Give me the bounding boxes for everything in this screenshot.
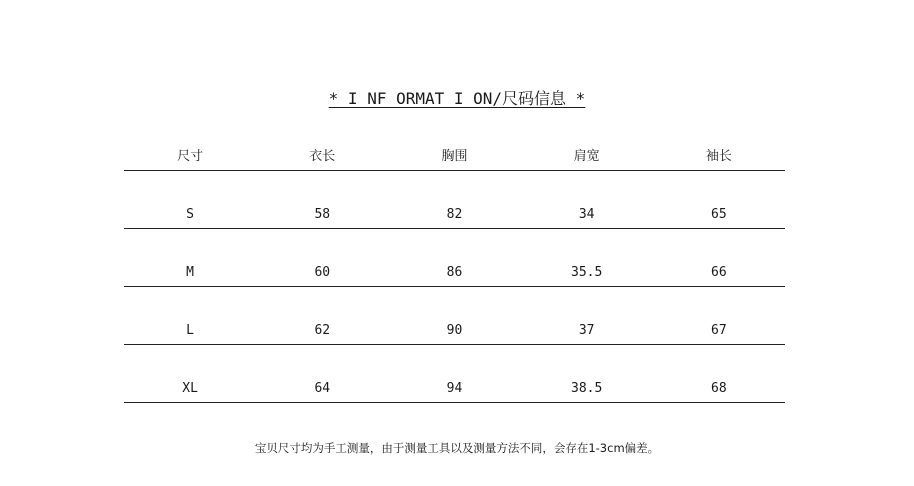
cell-length: 58 [314, 207, 331, 222]
header-cell-length: 衣长 [309, 149, 336, 164]
cell-chest: 90 [446, 323, 463, 338]
cell-chest: 94 [446, 381, 463, 396]
table-row [124, 229, 785, 287]
cell-sleeve: 68 [711, 381, 727, 396]
cell-length: 64 [314, 381, 331, 396]
size-table [124, 140, 785, 403]
cell-shoulder: 38.5 [571, 381, 603, 396]
cell-size: M [186, 265, 194, 280]
cell-shoulder: 34 [578, 207, 595, 222]
page-title [0, 88, 914, 110]
cell-chest: 82 [446, 207, 463, 222]
header-cell-chest: 胸围 [441, 149, 468, 164]
cell-sleeve: 66 [711, 265, 727, 280]
cell-length: 62 [314, 323, 331, 338]
header-cell-size: 尺寸 [177, 149, 204, 164]
table-row [124, 345, 785, 403]
cell-sleeve: 65 [711, 207, 727, 222]
table-row [124, 171, 785, 229]
cell-size: L [186, 323, 194, 338]
cell-chest: 86 [446, 265, 463, 280]
table-header-row [124, 140, 785, 171]
table-row [124, 287, 785, 345]
header-cell-shoulder: 肩宽 [573, 149, 600, 164]
cell-size: XL [182, 381, 198, 396]
cell-length: 60 [314, 265, 331, 280]
cell-shoulder: 35.5 [571, 265, 603, 280]
measurement-note: 宝贝尺寸均为手工测量，由于测量工具以及测量方法不同，会存在1-3cm偏差。 [254, 441, 660, 455]
header-cell-sleeve: 袖长 [705, 149, 732, 164]
cell-sleeve: 67 [711, 323, 727, 338]
cell-size: S [186, 207, 194, 222]
cell-shoulder: 37 [578, 323, 595, 338]
title-text: * I NF ORMAT I ON/尺码信息 * [328, 89, 586, 108]
